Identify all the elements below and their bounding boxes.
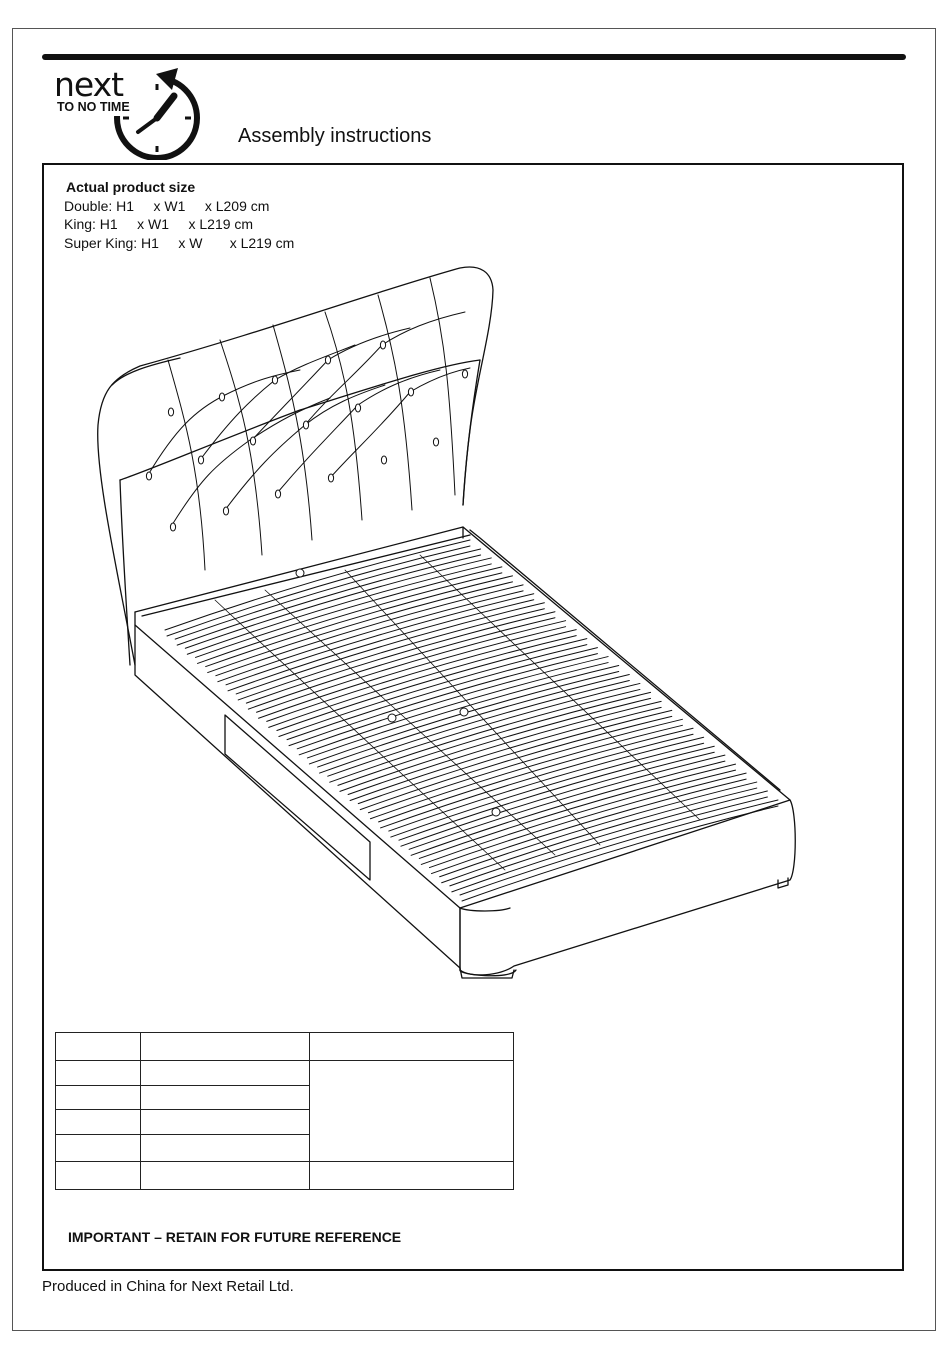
page-title: Assembly instructions	[238, 125, 432, 147]
slat-rail	[265, 590, 555, 855]
parts-table	[55, 1032, 514, 1190]
bed-frame	[135, 527, 795, 978]
fixing-point	[388, 714, 396, 722]
fixing-point	[492, 808, 500, 816]
logo-word: next	[54, 66, 124, 104]
bed-illustration	[90, 258, 820, 988]
parts-cell	[141, 1086, 310, 1110]
logo-tagline: TO NO TIME	[57, 100, 130, 114]
footer-text: Produced in China for Next Retail Ltd.	[42, 1278, 294, 1295]
parts-header-cell	[310, 1033, 514, 1061]
size-line-super-king: Super King: H1 x W x L219 cm	[64, 234, 295, 251]
parts-merged-cell	[310, 1061, 514, 1162]
important-notice: IMPORTANT – RETAIN FOR FUTURE REFERENCE	[68, 1229, 402, 1245]
slat-base	[165, 540, 778, 901]
parts-cell	[141, 1161, 310, 1189]
slat-line	[442, 788, 757, 883]
fixing-point	[460, 708, 468, 716]
size-line-king: King: H1 x W1 x L219 cm	[64, 216, 254, 232]
product-size-heading: Actual product size	[66, 179, 196, 195]
parts-cell	[56, 1110, 141, 1134]
top-rule	[42, 54, 906, 60]
parts-cell	[141, 1134, 310, 1161]
parts-cell	[56, 1061, 141, 1086]
parts-cell	[141, 1110, 310, 1134]
parts-header-cell	[141, 1033, 310, 1061]
parts-cell	[56, 1086, 141, 1110]
slat-line	[462, 806, 778, 901]
parts-cell	[56, 1161, 141, 1189]
parts-header-cell	[56, 1033, 141, 1061]
product-size-block	[64, 178, 294, 252]
next-to-no-time-logo	[52, 66, 202, 160]
parts-cell	[56, 1134, 141, 1161]
size-line-double: Double: H1 x W1 x L209 cm	[64, 197, 270, 214]
parts-cell	[141, 1061, 310, 1086]
fixing-point	[296, 569, 304, 577]
parts-cell	[310, 1161, 514, 1189]
